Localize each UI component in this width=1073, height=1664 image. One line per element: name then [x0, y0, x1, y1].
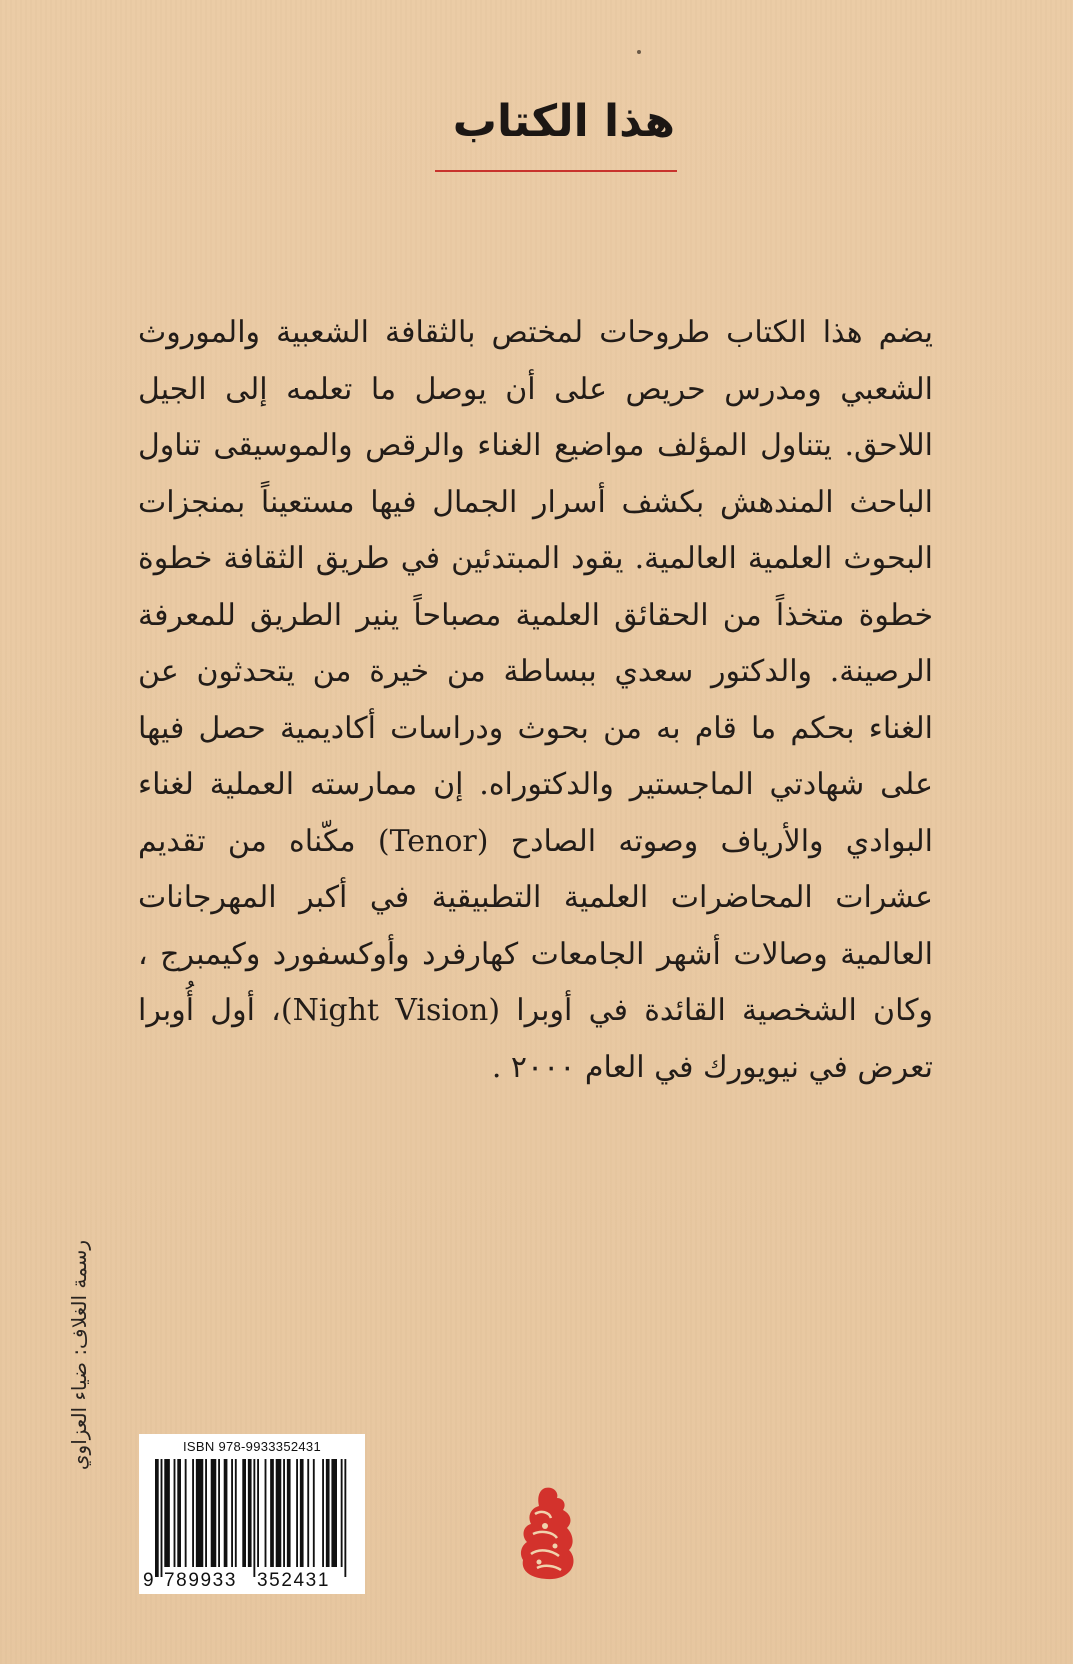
barcode-bar — [242, 1459, 246, 1567]
publisher-logo-icon — [515, 1484, 579, 1582]
barcode-bar — [276, 1459, 282, 1567]
barcode-bar — [322, 1459, 324, 1567]
barcode-bar — [270, 1459, 274, 1567]
barcode-bar — [192, 1459, 194, 1567]
barcode-bar — [174, 1459, 176, 1567]
barcode-bar — [253, 1459, 255, 1577]
barcode-bar — [185, 1459, 187, 1567]
cover-title: هذا الكتاب — [452, 96, 675, 147]
barcode-digits-right: 352431 — [257, 1570, 331, 1591]
barcode-bar — [265, 1459, 267, 1567]
barcode-bar — [161, 1459, 163, 1577]
barcode-bar — [326, 1459, 330, 1567]
barcode-bar — [313, 1459, 315, 1567]
cover-artist-credit: رسمة الغلاف: ضياء العزاوي — [67, 1239, 91, 1471]
paper-speck — [637, 50, 641, 54]
barcode-bar — [177, 1459, 181, 1567]
barcode-digits-left: 789933 — [164, 1570, 238, 1591]
isbn-barcode — [139, 1434, 365, 1594]
barcode-bar — [196, 1459, 203, 1567]
barcode-bar — [283, 1459, 285, 1567]
barcode-bar — [211, 1459, 217, 1567]
barcode-bar — [248, 1459, 252, 1567]
isbn-label: ISBN 978-9933352431 — [183, 1439, 321, 1454]
barcode-bar — [296, 1459, 298, 1567]
barcode-bar — [341, 1459, 343, 1567]
barcode-digits — [139, 1570, 365, 1592]
barcode-bar — [235, 1459, 237, 1567]
barcode-bar — [331, 1459, 337, 1567]
barcode-digit-first: 9 — [143, 1570, 154, 1591]
blurb-text: يضم هذا الكتاب طروحات لمختص بالثقافة الشعبية والموروث الشعبي ومدرس حريص على أن يوصل ما تعلمه إلى الجيل اللاحق. يتناول المؤلف مواضيع الغناء والرقص والموسيقى تناول الباحث المندهش بكشف أسرار الجمال فيها مستعيناً بمنجزات البحوث العلمية العالمية. يقود المبتدئين في طريق الثقافة خطوة خطوة متخذاً من الحقائق العلمية مصباحاً ينير الطريق للمعرفة الرصينة. والدكتور سعدي ببساطة من خيرة من يتحدثون عن الغناء بحكم ما قام به من بحوث ودراسات أكاديمية حصل فيها على شهادتي الماجستير والدكتوراه. إن ممارسته العملية لغناء البوادي والأرياف وصوته الصادح (Tenor) مكّناه من تقديم عشرات المحاضرات العلمية التطبيقية في أكبر المهرجانات العالمية وصالات أشهر الجامعات كهارفرد وأوكسفورد وكيمبرج ، وكان الشخصية القائدة في أوبرا (Night Vision)، أول أُوبرا تعرض في نيويورك في العام ٢٠٠٠ . — [138, 315, 934, 1085]
barcode-bar — [231, 1459, 233, 1567]
barcode-bar — [224, 1459, 228, 1567]
barcode-bar — [287, 1459, 291, 1567]
title-underline — [435, 170, 677, 172]
barcode-bar — [155, 1459, 159, 1577]
barcode-bar — [205, 1459, 207, 1567]
barcode-bars — [155, 1459, 350, 1577]
barcode-bar — [164, 1459, 170, 1567]
barcode-bar — [307, 1459, 309, 1567]
barcode-bar — [257, 1459, 259, 1567]
barcode-bar — [344, 1459, 346, 1577]
barcode-bar — [300, 1459, 304, 1567]
barcode-bar — [218, 1459, 220, 1567]
